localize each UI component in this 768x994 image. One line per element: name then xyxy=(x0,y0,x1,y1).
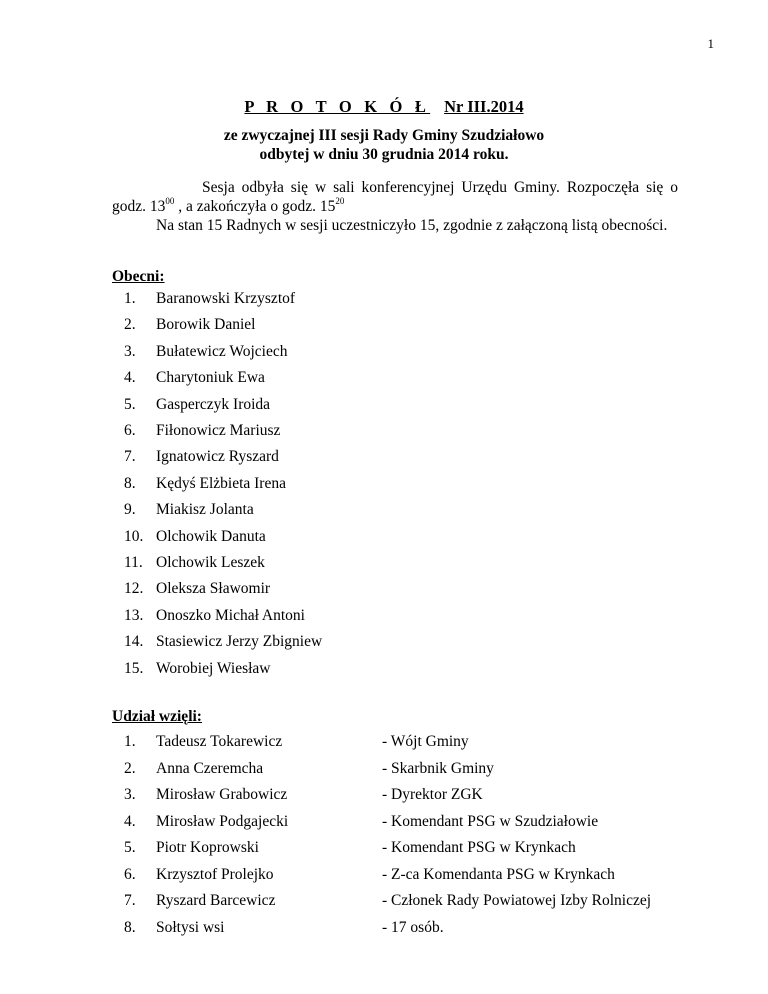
list-item-number: 7. xyxy=(124,892,136,909)
list-item xyxy=(0,839,768,859)
list-item xyxy=(0,760,768,780)
list-item xyxy=(0,528,768,548)
list-item-number: 6. xyxy=(124,865,136,883)
intro-text-1: Sesja odbyła się w sali konferencyjnej Urzędu Gminy. Rozpoczęła się o godz. 13 xyxy=(112,179,678,215)
list-item xyxy=(0,733,768,753)
list-item xyxy=(0,448,768,468)
participants-heading: Udział wzięli: xyxy=(112,708,202,725)
list-item-name: Ryszard Barcewicz xyxy=(156,892,276,909)
list-item-role: - Członek Rady Powiatowej Izby Rolniczej xyxy=(382,892,652,909)
list-item xyxy=(0,607,768,627)
list-item-name: Fiłonowicz Mariusz xyxy=(156,422,281,439)
list-item-number: 5. xyxy=(124,395,136,413)
document-title xyxy=(0,97,768,117)
list-item-name: Baranowski Krzysztof xyxy=(156,290,296,307)
list-item-name: Charytoniuk Ewa xyxy=(156,369,265,387)
list-item xyxy=(0,633,768,653)
list-item-name: Ignatowicz Ryszard xyxy=(156,448,279,466)
end-minutes: 20 xyxy=(335,196,345,206)
start-minutes: 00 xyxy=(165,196,175,206)
list-item-name: Stasiewicz Jerzy Zbigniew xyxy=(156,633,323,651)
list-item-role: - Komendant PSG w Krynkach xyxy=(382,839,576,856)
list-item xyxy=(0,316,768,336)
list-item-name: Miakisz Jolanta xyxy=(156,501,254,519)
intro-text-3: Na stan 15 Radnych w sesji uczestniczyło 15, zgodnie z załączoną listą obecności. xyxy=(156,217,668,234)
present-heading: Obecni: xyxy=(112,268,165,285)
list-item xyxy=(0,290,768,310)
list-item-number: 12. xyxy=(124,580,144,598)
list-item-name: Olchowik Danuta xyxy=(156,527,266,545)
list-item xyxy=(0,554,768,574)
list-item xyxy=(0,866,768,886)
list-item-name: Mirosław Podgajecki xyxy=(156,812,289,830)
list-item-name: Onoszko Michał Antoni xyxy=(156,606,305,624)
list-item xyxy=(0,813,768,833)
list-item-role: - Komendant PSG w Szudziałowie xyxy=(382,812,599,830)
list-item xyxy=(0,396,768,416)
list-item-name: Borowik Daniel xyxy=(156,316,256,334)
list-item-number: 8. xyxy=(124,918,136,936)
list-item-role: - Wójt Gminy xyxy=(382,733,469,750)
page-number: 1 xyxy=(707,36,714,51)
list-item xyxy=(0,422,768,442)
list-item-number: 10. xyxy=(124,527,144,545)
list-item-number: 8. xyxy=(124,474,136,492)
list-item-number: 3. xyxy=(124,342,136,360)
list-item-name: Tadeusz Tokarewicz xyxy=(156,733,283,750)
list-item-number: 1. xyxy=(124,290,136,307)
list-item-name: Piotr Koprowski xyxy=(156,839,259,856)
list-item-name: Worobiej Wiesław xyxy=(156,659,271,677)
list-item xyxy=(0,660,768,680)
list-item-name: Mirosław Grabowicz xyxy=(156,786,288,803)
list-item xyxy=(0,892,768,912)
list-item-number: 2. xyxy=(124,316,136,334)
list-item-number: 11. xyxy=(124,554,143,571)
list-item-number: 6. xyxy=(124,422,136,439)
list-item-number: 5. xyxy=(124,839,136,856)
list-item xyxy=(0,501,768,521)
list-item xyxy=(0,786,768,806)
subtitle-line-2: odbytej w dniu 30 grudnia 2014 roku. xyxy=(259,146,509,163)
subtitle-line-1: ze zwyczajnej III sesji Rady Gminy Szudziałowo xyxy=(223,127,545,144)
list-item-role: - Z-ca Komendanta PSG w Krynkach xyxy=(382,865,615,883)
list-item-name: Olchowik Leszek xyxy=(156,554,265,571)
list-item-name: Anna Czeremcha xyxy=(156,759,264,777)
list-item-number: 15. xyxy=(124,659,144,677)
list-item-role: - Dyrektor ZGK xyxy=(382,786,483,803)
list-item-name: Bułatewicz Wojciech xyxy=(156,342,288,360)
intro-paragraph-1 xyxy=(112,178,678,216)
list-item xyxy=(0,919,768,939)
list-item-number: 7. xyxy=(124,448,136,466)
list-item-name: Kędyś Elżbieta Irena xyxy=(156,474,286,492)
list-item-role: - Skarbnik Gminy xyxy=(382,759,494,777)
list-item-name: Sołtysi wsi xyxy=(156,918,225,936)
list-item-name: Krzysztof Prolejko xyxy=(156,865,274,883)
intro-text-2: , a zakończyła o godz. 15 xyxy=(178,198,336,215)
list-item xyxy=(0,369,768,389)
list-item-number: 1. xyxy=(124,733,136,750)
list-item-number: 2. xyxy=(124,759,136,777)
list-item-role: - 17 osób. xyxy=(382,918,444,936)
title-number: Nr III.2014 xyxy=(444,97,524,116)
intro-paragraph-2 xyxy=(112,216,678,235)
list-item-number: 14. xyxy=(124,633,144,651)
list-item-name: Oleksza Sławomir xyxy=(156,580,271,598)
list-item xyxy=(0,580,768,600)
list-item-number: 9. xyxy=(124,501,136,519)
list-item-number: 13. xyxy=(124,606,144,624)
list-item-number: 3. xyxy=(124,786,136,803)
list-item-number: 4. xyxy=(124,369,136,387)
list-item-name: Gasperczyk Iroida xyxy=(156,395,271,413)
list-item xyxy=(0,343,768,363)
list-item xyxy=(0,475,768,495)
title-protokol: P R O T O K Ó Ł xyxy=(244,97,431,116)
list-item-number: 4. xyxy=(124,812,136,830)
